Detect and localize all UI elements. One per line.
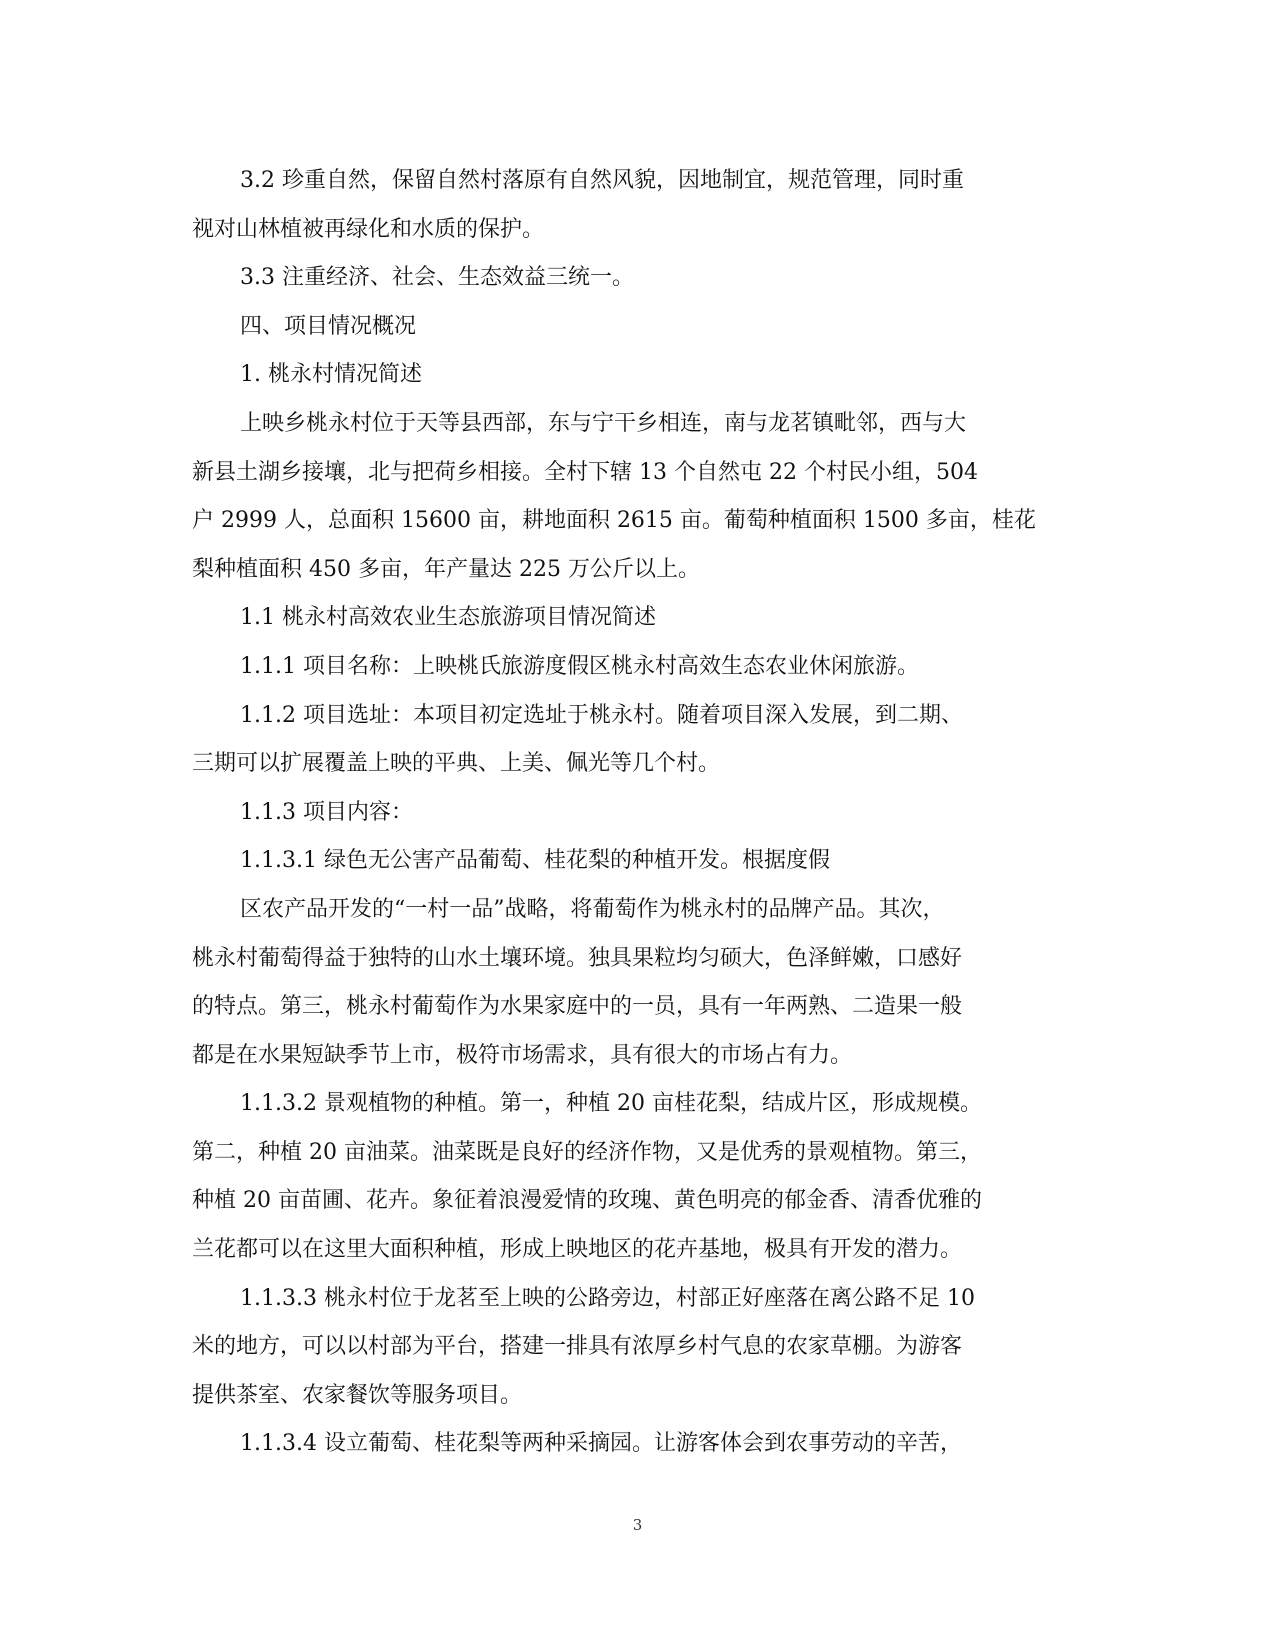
text-line: 种植 20 亩苗圃、花卉。象征着浪漫爱情的玫瑰、黄色明亮的郁金香、清香优雅的 bbox=[192, 1188, 982, 1214]
text-line: 3.2 珍重自然，保留自然村落原有自然风貌，因地制宜，规范管理，同时重 bbox=[240, 168, 964, 193]
text-line: 视对山林植被再绿化和水质的保护。 bbox=[192, 216, 545, 242]
text-line: 1.1.3.2 景观植物的种植。第一，种植 20 亩桂花梨，结成片区，形成规模。 bbox=[240, 1091, 982, 1117]
text-line: 1.1.3.1 绿色无公害产品葡萄、桂花梨的种植开发。根据度假 bbox=[240, 848, 830, 874]
text-line: 兰花都可以在这里大面积种植，形成上映地区的花卉基地，极具有开发的潜力。 bbox=[192, 1237, 963, 1263]
section-heading: 四、项目情况概况 bbox=[240, 313, 417, 339]
text-line: 桃永村葡萄得益于独特的山水土壤环境。独具果粒均匀硕大，色泽鲜嫩，口感好 bbox=[192, 945, 963, 971]
text-line: 区农产品开发的“一村一品”战略，将葡萄作为桃永村的品牌产品。其次， bbox=[240, 896, 945, 922]
subsection-heading: 1.1 桃永村高效农业生态旅游项目情况简述 bbox=[240, 605, 656, 631]
text-line: 3.3 注重经济、社会、生态效益三统一。 bbox=[240, 265, 634, 291]
text-line: 提供茶室、农家餐饮等服务项目。 bbox=[192, 1382, 523, 1408]
page-number: 3 bbox=[632, 1516, 643, 1534]
text-line: 1.1.2 项目选址：本项目初定选址于桃永村。随着项目深入发展，到二期、 bbox=[240, 702, 963, 728]
text-line: 都是在水果短缺季节上市，极符市场需求，具有很大的市场占有力。 bbox=[192, 1042, 853, 1068]
text-line: 1.1.1 项目名称：上映桃氏旅游度假区桃永村高效生态农业休闲旅游。 bbox=[240, 653, 919, 679]
text-line: 户 2999 人，总面积 15600 亩，耕地面积 2615 亩。葡萄种植面积 1500 多亩，桂花 bbox=[192, 508, 1036, 534]
subsection-heading: 1. 桃永村情况简述 bbox=[240, 362, 422, 388]
text-line: 米的地方，可以以村部为平台，搭建一排具有浓厚乡村气息的农家草棚。为游客 bbox=[192, 1334, 963, 1360]
text-line: 1.1.3 项目内容： bbox=[240, 799, 413, 825]
text-line: 的特点。第三，桃永村葡萄作为水果家庭中的一员，具有一年两熟、二造果一般 bbox=[192, 994, 963, 1020]
text-line: 梨种植面积 450 多亩，年产量达 225 万公斤以上。 bbox=[192, 556, 700, 582]
body-text bbox=[192, 157, 1072, 1469]
text-line: 新县土湖乡接壤，北与把荷乡相接。全村下辖 13 个自然屯 22 个村民小组，504 bbox=[192, 459, 978, 485]
text-line: 1.1.3.3 桃永村位于龙茗至上映的公路旁边，村部正好座落在离公路不足 10 bbox=[240, 1285, 975, 1311]
text-line: 上映乡桃永村位于天等县西部，东与宁干乡相连，南与龙茗镇毗邻，西与大 bbox=[240, 410, 967, 436]
text-line: 1.1.3.4 设立葡萄、桂花梨等两种采摘园。让游客体会到农事劳动的辛苦， bbox=[240, 1431, 962, 1457]
text-line: 第二，种植 20 亩油菜。油菜既是良好的经济作物，又是优秀的景观植物。第三， bbox=[192, 1139, 982, 1165]
text-line: 三期可以扩展覆盖上映的平典、上美、佩光等几个村。 bbox=[192, 751, 721, 777]
